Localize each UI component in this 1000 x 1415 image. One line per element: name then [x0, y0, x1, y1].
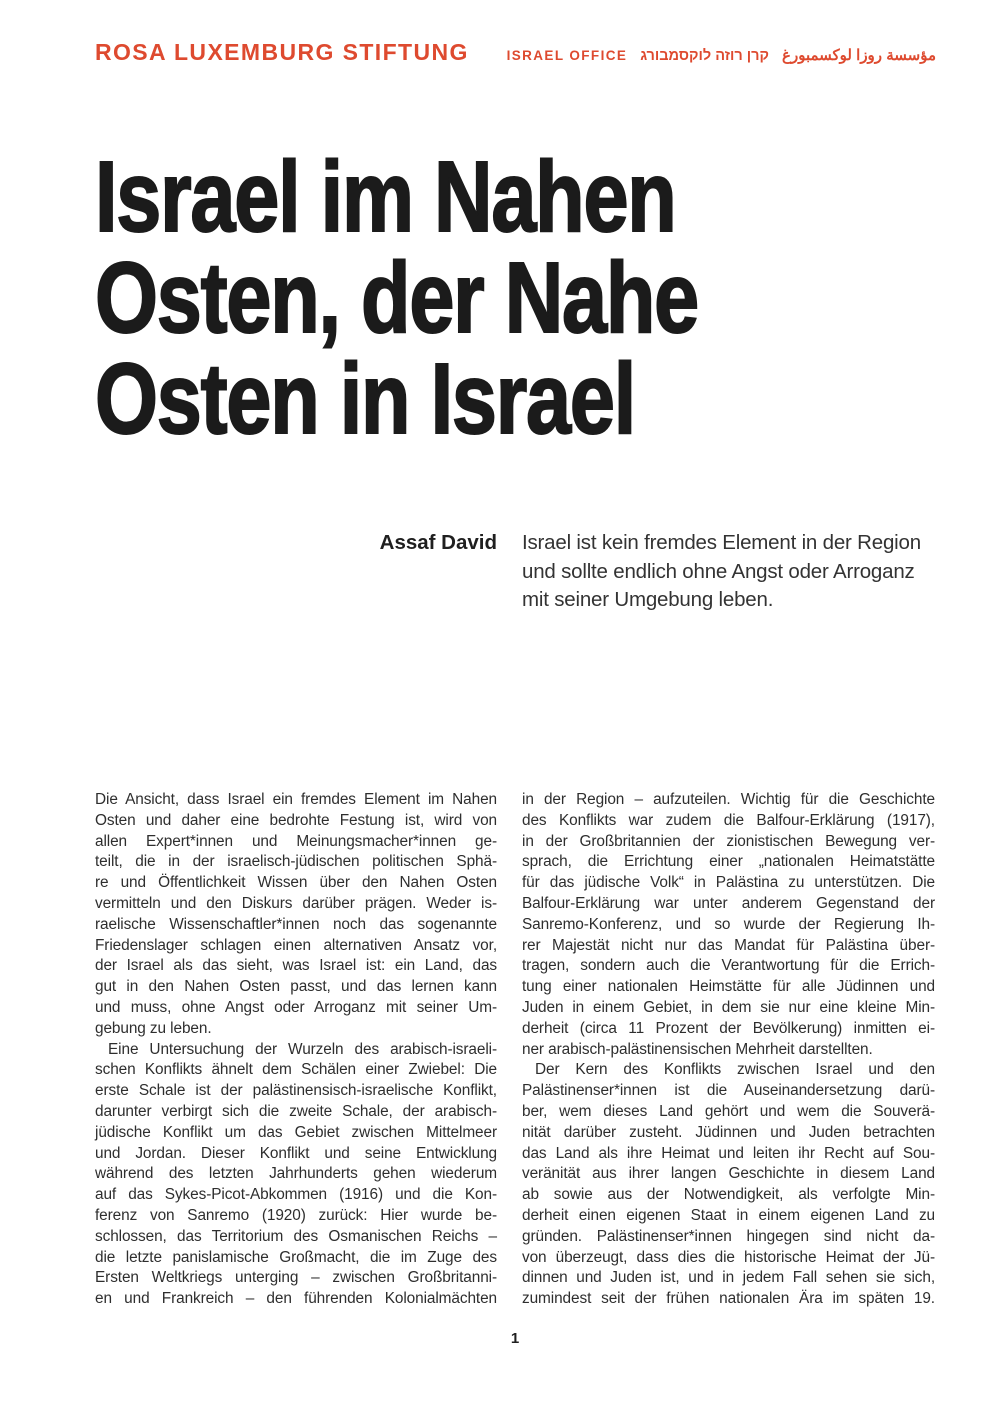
body-column-left	[95, 790, 497, 1310]
body-text-line: Ersten Weltkriegs unterging – zwischen Großbritanni-	[95, 1269, 497, 1287]
body-text-line: auf das Sykes-Picot-Abkommen (1916) und die Kon-	[95, 1186, 497, 1204]
body-text-line: Die Ansicht, dass Israel ein fremdes Element im Nahen	[95, 791, 497, 808]
body-text-line: rer Majestät nicht nur das Mandat für Palästina über-	[522, 936, 935, 954]
body-text-line: schlossen, das Territorium des Osmanischen Reichs –	[95, 1227, 497, 1245]
page-number: 1	[510, 1330, 520, 1347]
body-text-line: dinnen und Juden ist, und in jedem Fall sehen sie sich,	[522, 1269, 935, 1287]
body-text-line: vermitteln und den Diskurs darüber prägen. Weder is-	[95, 894, 497, 912]
body-text-line: der Israel als das sieht, was Israel ist: ein Land, das	[95, 957, 497, 975]
body-text-line: teilt, die in der israelisch-jüdischen politischen Sphä-	[95, 853, 497, 871]
body-columns	[95, 790, 935, 1310]
body-text-line: Juden in einem Gebiet, in dem sie nur eine kleine Min-	[522, 998, 935, 1016]
office-label-english: ISRAEL OFFICE	[506, 48, 628, 63]
body-text-line: für das jüdische Volk“ in Palästina zu unterstützen. Die	[522, 874, 935, 892]
body-text-line: ner arabisch-palästinensischen Mehrheit darstellten.	[522, 1040, 873, 1058]
body-text-line: die letzte panislamische Großmacht, die im Zuge des	[95, 1248, 497, 1266]
article-title-line: Osten, der Nahe	[95, 242, 698, 354]
body-text-line: gründen. Palästinenser*innen hingegen sind nicht da-	[522, 1227, 935, 1245]
body-text-line: gebung zu leben.	[95, 1019, 212, 1037]
body-text-line: Osten und daher eine bedrohte Festung ist, wird von	[95, 811, 497, 829]
body-text-line: erste Schale ist der palästinensisch-israelische Konflikt,	[95, 1082, 497, 1100]
body-text-line: derheit (circa 11 Prozent der Bevölkerung) inmitten ei-	[522, 1019, 935, 1037]
body-text-line: Eine Untersuchung der Wurzeln des arabisch-israeli-	[108, 1040, 497, 1058]
body-text-line: und Jordan. Dieser Konflikt und seine Entwicklung	[95, 1144, 497, 1162]
body-text-line: in der Großbritannien der zionistischen Bewegung ver-	[522, 832, 935, 850]
masthead	[95, 39, 936, 66]
body-text-line: re und Öffentlichkeit Wissen über den Nahen Osten	[95, 874, 497, 892]
body-text-line: gut in den Nahen Osten passt, und das lernen kann	[95, 978, 497, 996]
body-text-line: von überzeugt, dass dies die historische Heimat der Jü-	[522, 1248, 935, 1266]
body-text-line: en und Frankreich – den führenden Kolonialmächten	[95, 1290, 497, 1308]
body-text-line: nität darüber zusteht. Jüdinnen und Juden betrachten	[522, 1123, 935, 1141]
lead-paragraph: Israel ist kein fremdes Element in der Region und sollte endlich ohne Angst oder Arroganz mit seiner Umgebung leben.	[522, 531, 921, 611]
body-text-line: schen Konflikts ähnelt dem Schälen einer Zwiebel: Die	[95, 1061, 497, 1079]
office-label-hebrew: קרן רוזה לוקסמבורג	[640, 48, 769, 64]
office-labels	[507, 46, 936, 64]
body-text-line: allen Expert*innen und Meinungsmacher*innen ge-	[95, 832, 497, 850]
body-text-line: während des letzten Jahrhunderts gehen wiederum	[95, 1165, 497, 1183]
body-text-line: raelische Wissenschaftler*innen noch das sogenannte	[95, 915, 497, 933]
body-text-line: in der Region – aufzuteilen. Wichtig für die Geschichte	[522, 791, 935, 808]
body-text-line: tragen, sondern auch die Verantwortung für die Errich-	[522, 957, 935, 975]
body-text-line: sprach, die Errichtung einer „nationalen Heimatstätte	[522, 853, 935, 871]
author-name: Assaf David	[379, 531, 497, 554]
body-text-line: derheit einen eigenen Staat in einem eigenen Land zu	[522, 1206, 935, 1224]
body-text-line: ferenz von Sanremo (1920) zurück: Hier wurde be-	[95, 1206, 497, 1224]
body-text-line: Friedenslager schlagen einen alternativen Ansatz vor,	[95, 936, 497, 954]
body-text-line: Der Kern des Konflikts zwischen Israel und den	[535, 1061, 935, 1079]
article-title	[95, 141, 698, 455]
body-text-line: tung einer nationalen Heimstätte für alle Jüdinnen und	[522, 978, 935, 996]
body-text-line: ab sowie aus der Notwendigkeit, als verfolgte Min-	[522, 1186, 935, 1204]
body-text-line: zumindest seit der frühen nationalen Ära im späten 19.	[522, 1290, 935, 1308]
body-text-line: und muss, ohne Angst oder Arroganz mit seiner Um-	[95, 998, 497, 1016]
body-text-line: Sanremo-Konferenz, und so wurde der Regierung Ih-	[522, 915, 935, 933]
body-text-line: das Land als ihre Heimat und leiten ihr Recht auf Sou-	[522, 1144, 935, 1162]
body-text-line: des Konflikts war zudem die Balfour-Erklärung (1917),	[522, 811, 935, 829]
body-column-right	[522, 790, 935, 1310]
body-text-line: ber, wem dieses Land gehört und wem die Souverä-	[522, 1102, 935, 1120]
body-text-line: darunter verbirgt sich die zweite Schale, der arabisch-	[95, 1102, 497, 1120]
byline	[95, 529, 935, 615]
body-text-line: veränität aus ihrer langen Geschichte in diesem Land	[522, 1165, 935, 1183]
office-label-arabic: مؤسسة روزا لوكسمبورغ	[782, 47, 936, 64]
body-text-line: jüdische Konflikt um das Gebiet zwischen Mittelmeer	[95, 1123, 497, 1141]
body-text-line: Palästinenser*innen ist die Auseinandersetzung darü-	[522, 1082, 935, 1100]
article-title-line: Israel im Nahen	[95, 141, 676, 253]
body-text-line: Balfour-Erklärung war unter anderem Gegenstand der	[522, 894, 935, 912]
brand-wordmark: ROSA LUXEMBURG STIFTUNG	[95, 39, 469, 65]
article-title-line: Osten in Israel	[95, 343, 636, 455]
